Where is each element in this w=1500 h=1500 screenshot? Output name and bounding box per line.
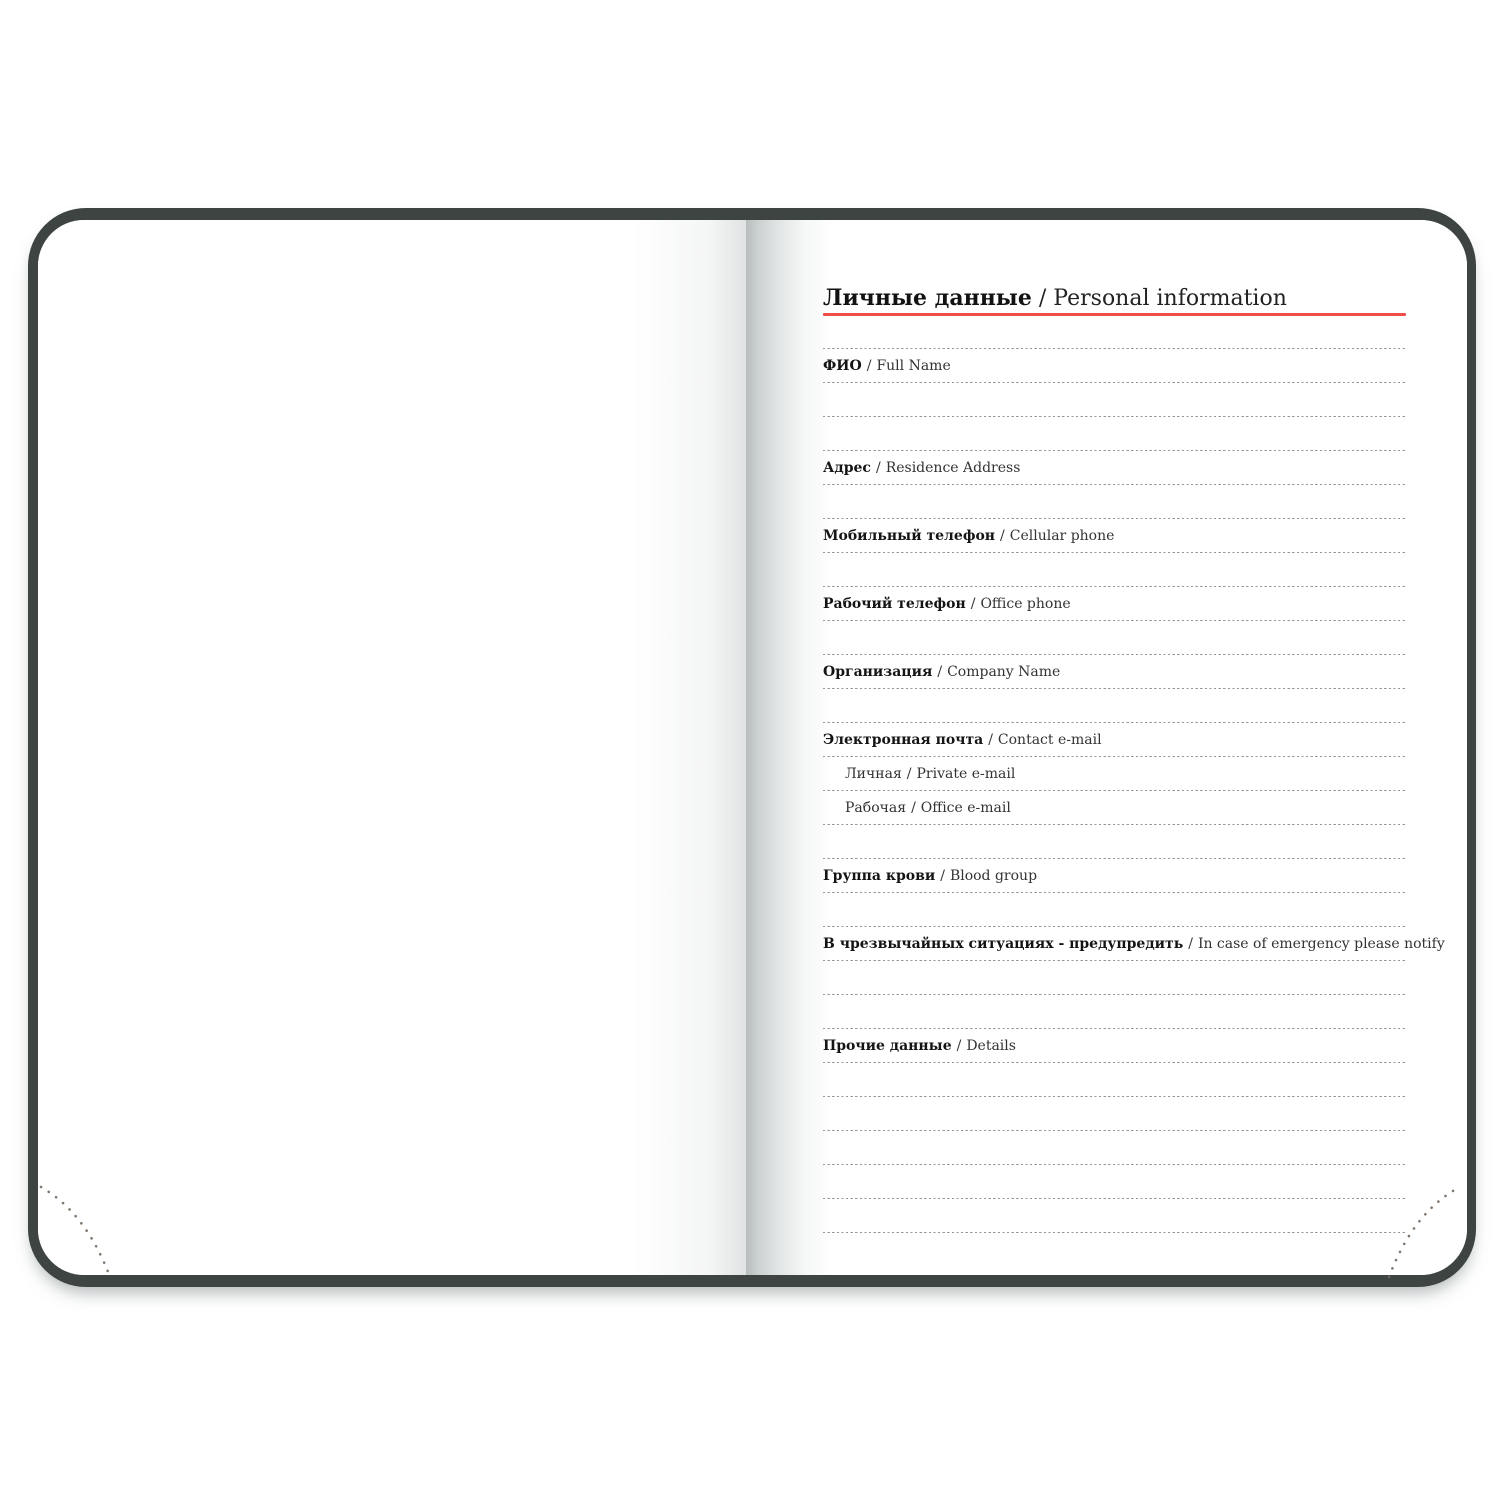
field-label-en: Cellular phone bbox=[1009, 528, 1115, 544]
field-label-en: Blood group bbox=[949, 868, 1038, 884]
field-label-ru: Электронная почта bbox=[823, 732, 984, 748]
field-label-separator: / bbox=[970, 596, 976, 612]
field-label-en: Office e-mail bbox=[920, 800, 1011, 816]
field-label-ru: Группа крови bbox=[823, 868, 936, 884]
field-label-en: Residence Address bbox=[885, 460, 1021, 476]
field-label-separator: / bbox=[1188, 936, 1193, 952]
field-label-ru: Адрес bbox=[823, 460, 871, 476]
field-label-separator: / bbox=[911, 800, 916, 816]
field-label-separator: / bbox=[956, 1038, 962, 1054]
field-label-en: Contact e-mail bbox=[997, 732, 1102, 748]
field-label-ru: Рабочая bbox=[845, 800, 907, 816]
field-label-en: In case of emergency please notify bbox=[1197, 936, 1445, 952]
field-label-ru: Рабочий телефон bbox=[823, 596, 966, 612]
field-label-ru: ФИО bbox=[823, 358, 862, 374]
field-label-en: Full Name bbox=[876, 358, 951, 374]
left-page-blank bbox=[38, 220, 746, 1275]
field-label-separator: / bbox=[875, 460, 881, 476]
field-label-separator: / bbox=[1000, 528, 1005, 544]
notebook-pages bbox=[38, 220, 1467, 1275]
field-label-en: Office phone bbox=[980, 596, 1071, 612]
field-label-en: Company Name bbox=[947, 664, 1061, 680]
field-label-ru: Мобильный телефон bbox=[823, 528, 996, 544]
right-page bbox=[746, 220, 1467, 1275]
field-label-ru: В чрезвычайных ситуациях - предупредить bbox=[823, 936, 1184, 952]
field-label-en: Private e-mail bbox=[916, 766, 1016, 782]
field-label-separator: / bbox=[940, 868, 945, 884]
field-label-separator: / bbox=[937, 664, 943, 680]
field-label-en: Details bbox=[966, 1038, 1016, 1054]
field-label-separator: / bbox=[988, 732, 993, 748]
field-label-separator: / bbox=[906, 766, 912, 782]
field-label-ru: Прочие данные bbox=[823, 1038, 952, 1054]
field-label-separator: / bbox=[866, 358, 872, 374]
page-title-en: Personal information bbox=[1053, 286, 1287, 311]
field-label-ru: Личная bbox=[845, 766, 902, 782]
page-title-ru: Личные данные bbox=[823, 285, 1032, 311]
field-label-ru: Организация bbox=[823, 664, 933, 680]
page-title-separator: / bbox=[1038, 286, 1047, 311]
